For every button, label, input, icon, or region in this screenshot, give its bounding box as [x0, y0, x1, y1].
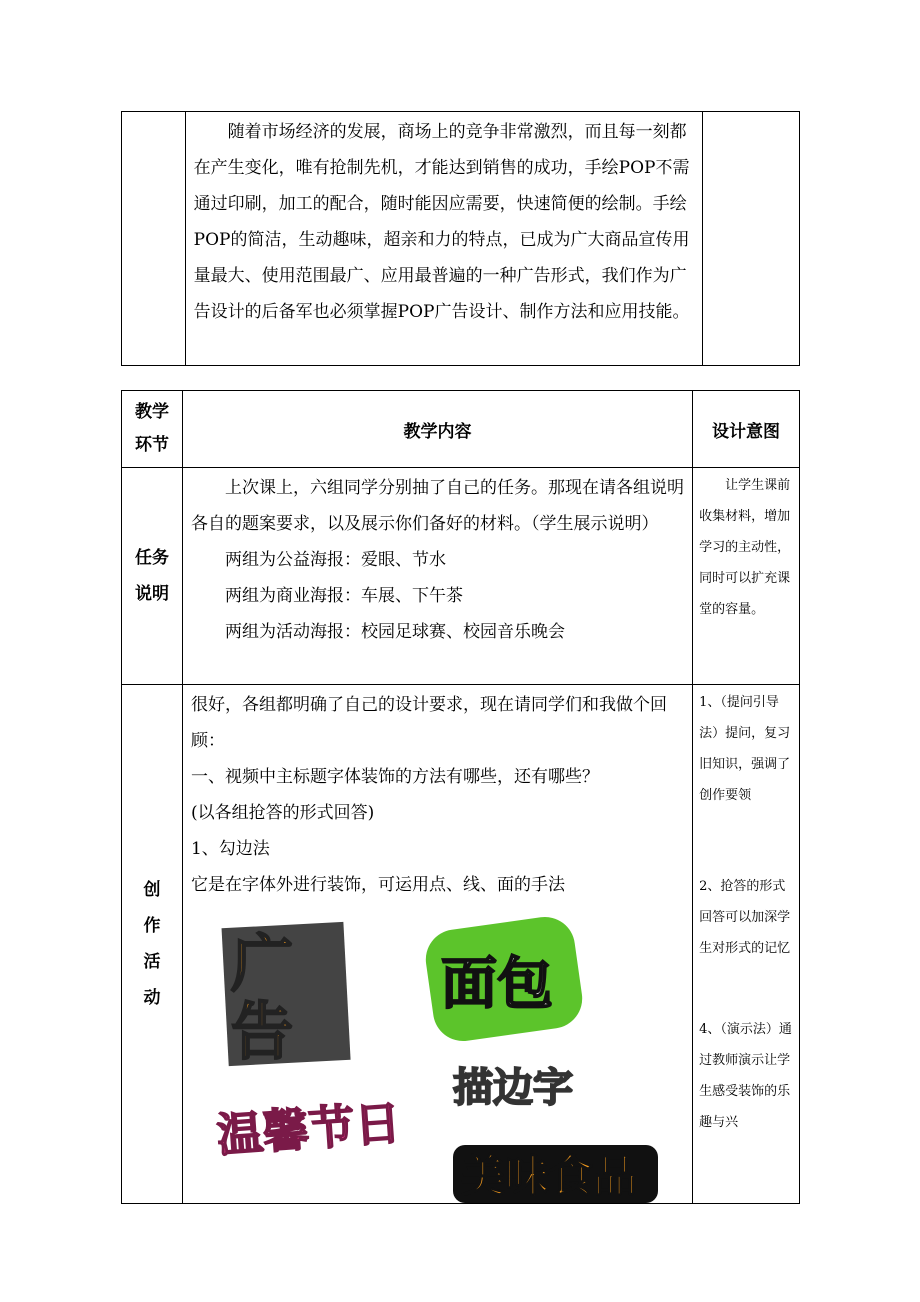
create-intent-1: 1、（提问引导法）提问，复习旧知识，强调了创作要领	[699, 695, 791, 803]
task-stage-cell	[122, 468, 183, 685]
header-stage	[122, 391, 183, 468]
create-intent-cell	[693, 685, 800, 1204]
pop-artwork	[191, 903, 686, 1203]
artwork-word-1-top: 广	[230, 927, 293, 1000]
pop-artwork-svg	[191, 903, 691, 1203]
artwork-word-1-bottom: 告	[230, 995, 293, 1068]
create-line-3: (以各组抢答的形式回答)	[190, 803, 375, 823]
task-line-2: 两组为公益海报：爱眼、节水	[224, 550, 446, 570]
artwork-word-4-text: 描边字	[452, 1065, 573, 1111]
header-content: 教学内容	[182, 391, 692, 468]
lesson-table	[121, 390, 800, 1204]
task-line-1: 上次课上，六组同学分别抽了自己的任务。那现在请各组说明各自的题案要求，以及展示你们备好的材料。（学生展示说明）	[190, 478, 684, 534]
header-intent: 设计意图	[693, 391, 800, 468]
create-line-4: 1、勾边法	[190, 839, 270, 859]
create-content-cell	[182, 685, 692, 1204]
create-line-1: 很好，各组都明确了自己的设计要求，现在请同学们和我做个回顾：	[190, 695, 667, 751]
create-line-5: 它是在字体外进行装饰，可运用点、线、面的手法	[190, 875, 565, 895]
task-line-3: 两组为商业海报：车展、下午茶	[224, 586, 463, 606]
create-line-2: 一、视频中主标题字体装饰的方法有哪些，还有哪些？	[190, 767, 599, 787]
intro-table	[121, 111, 800, 366]
create-stage-cell	[122, 685, 183, 1204]
artwork-word-2-text: 面包	[440, 952, 553, 1017]
create-intent-2: 2、抢答的形式回答可以加深学生对形式的记忆	[699, 879, 791, 956]
artwork-word-5	[453, 1145, 658, 1203]
header-stage-text: 教学环节	[134, 402, 169, 455]
artwork-word-4	[453, 1065, 573, 1111]
create-intent-3: 4、（演示法）通过教师演示让学生感受装饰的乐趣与兴	[699, 1022, 792, 1130]
task-stage-text: 任务说明	[134, 548, 169, 604]
artwork-word-5-text: 美味食品	[460, 1151, 637, 1202]
artwork-word-3	[215, 1096, 402, 1163]
intro-content-cell	[185, 112, 702, 366]
task-line-4: 两组为活动海报：校园足球赛、校园音乐晚会	[224, 622, 565, 642]
intro-right-cell	[703, 112, 800, 366]
artwork-word-2	[422, 913, 586, 1045]
artwork-word-3-text: 温馨节日	[215, 1095, 403, 1163]
create-stage-text: 创作活动	[143, 880, 161, 1008]
task-content-cell	[182, 468, 692, 685]
intro-paragraph: 随着市场经济的发展，商场上的竞争非常激烈，而且每一刻都在产生变化，唯有抢制先机，才能达到销售的成功，手绘POP不需通过印刷，加工的配合，随时能因应需要，快速简便的绘制。手绘POP的简洁，生动趣味，超亲和力的特点，已成为广大商品宣传用量最大、使用范围最广、应用最普遍的一种广告形式，我们作为广告设计的后备军也必须掌握POP广告设计、制作方法和应用技能。	[193, 122, 690, 322]
artwork-word-1	[221, 922, 350, 1068]
task-intent-cell: 让学生课前收集材料，增加学习的主动性，同时可以扩充课堂的容量。	[693, 468, 800, 685]
intro-left-cell	[122, 112, 186, 366]
